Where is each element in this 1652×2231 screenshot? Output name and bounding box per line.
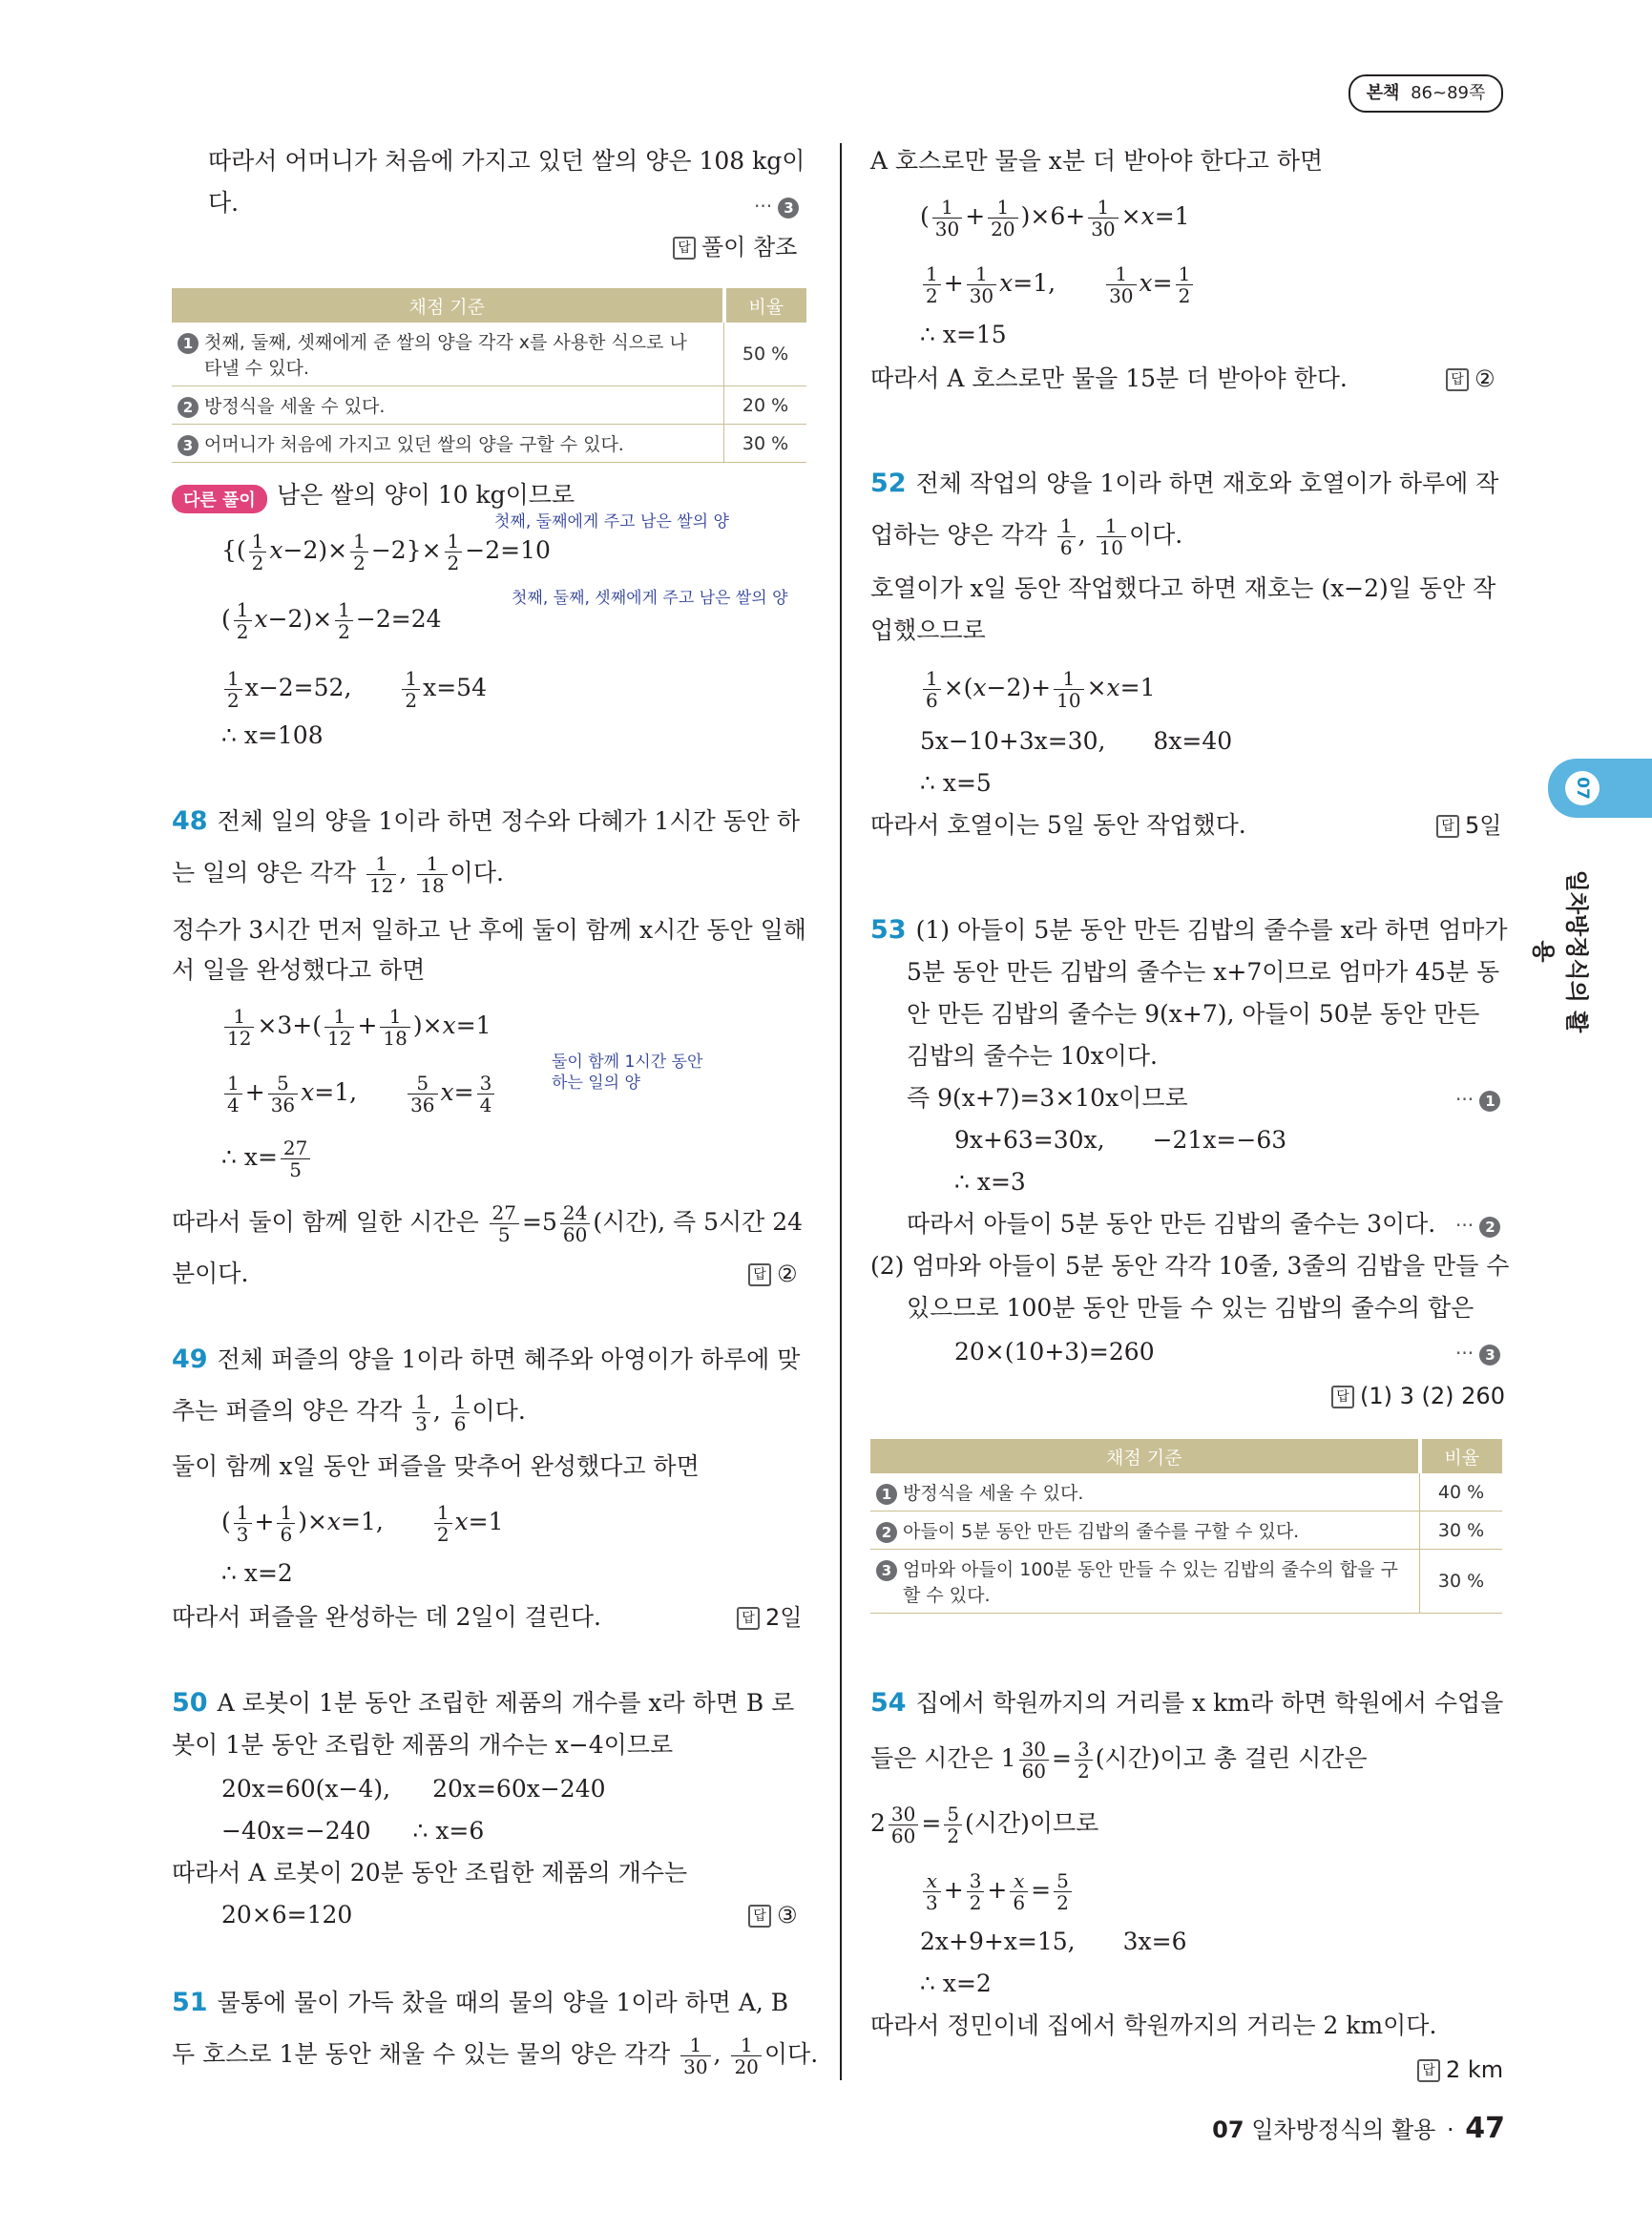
equation-line: $\frac{1}{12}$ ×3+( $\frac{1}{12}$ + $\frac{1}{18}$ )×x=1 [221, 1006, 491, 1049]
equation-line: 2x+9+x=15, 3x=6 [920, 1928, 1187, 1955]
problem-54: 54 집에서 학원까지의 거리를 x km라 하면 학원에서 수업을 [870, 1688, 1504, 1718]
equation-line: ( $\frac{1}{3}$ + $\frac{1}{6}$ )×x=1, $\frac{1}{2}$ x=1 [221, 1501, 504, 1546]
text-line: 따라서 퍼즐을 완성하는 데 2일이 걸린다. [172, 1603, 601, 1631]
equation-line: ∴ x=15 [920, 321, 1007, 348]
text-line: 들은 시간은 1 $\frac{30}{60}$ = $\frac{3}{2}$ (시간)이고 총 걸린 시간은 [870, 1738, 1368, 1783]
equation-line: 20×(10+3)=260 [954, 1338, 1155, 1366]
text-line: 서 일을 완성했다고 하면 [172, 956, 426, 984]
text-line: 봇이 1분 동안 조립한 제품의 개수는 x−4이므로 [172, 1731, 674, 1759]
text-line: (2) 엄마와 아들이 5분 동안 각각 10줄, 3줄의 김밥을 만들 수 [870, 1252, 1510, 1280]
answer-49: 답 2일 [737, 1601, 802, 1634]
equation-line: ∴ x=5 [920, 769, 992, 797]
annotation-note: 첫째, 둘째에게 주고 남은 쌀의 양 [494, 512, 729, 532]
equation-line: −40x=−240 ∴ x=6 [221, 1817, 485, 1845]
text-line: 둘이 함께 x일 동안 퍼즐을 맞추어 완성했다고 하면 [172, 1452, 700, 1480]
answer-54: 답 2 km [1417, 2054, 1503, 2086]
step-marker-1: ··· 1 [1455, 1088, 1500, 1112]
table-row: 3 어머니가 처음에 가지고 있던 쌀의 양을 구할 수 있다. 30 % [172, 425, 806, 463]
grading-criteria-table [172, 288, 806, 463]
equation-line: ∴ x= $\frac{27}{5}$ [221, 1137, 313, 1180]
text-line: 업했으므로 [870, 616, 986, 644]
answer-53: 답 (1) 3 (2) 260 [1331, 1380, 1505, 1412]
table-row: 2 아들이 5분 동안 만든 김밥의 줄수를 구할 수 있다. 30 % [870, 1512, 1502, 1550]
answer-51: 답 ② [1446, 363, 1495, 395]
page-number: 47 [1465, 2112, 1505, 2145]
answer-icon: 답 [1436, 815, 1459, 838]
answer-icon: 답 [1446, 368, 1469, 391]
equation-line: ∴ x=2 [221, 1559, 293, 1587]
equation-line: ( $\frac{1}{2}$ x−2)× $\frac{1}{2}$ −2=24 [221, 598, 442, 643]
answer-50: 답 ③ [748, 1899, 798, 1931]
step-marker-3: ··· 3 [754, 195, 799, 219]
table-row: 1 첫째, 둘째, 셋째에게 준 쌀의 양을 각각 x를 사용한 식으로 나 타낼 수 있다. 50 % [172, 323, 806, 386]
alt-solution-badge: 다른 풀이 [172, 485, 267, 513]
footer-chapter: 07 [1212, 2116, 1244, 2143]
annotation-note: 첫째, 둘째, 셋째에게 주고 남은 쌀의 양 [512, 589, 788, 608]
table-row: 3 엄마와 아들이 100분 동안 만들 수 있는 김밥의 줄수의 합을 구 할 수 있다. 30 % [870, 1550, 1502, 1614]
text-line: 업하는 양은 각각 $\frac{1}{6}$ , $\frac{1}{10}$ 이다. [870, 514, 1183, 559]
equation-line: $\frac{1}{4}$ + $\frac{5}{36}$ x=1, $\frac{5}{36}$ x= $\frac{3}{4}$ [221, 1073, 497, 1116]
answer-icon: 답 [1417, 2059, 1440, 2082]
text-line: 따라서 호열이는 5일 동안 작업했다. [870, 811, 1246, 839]
text-line: 안 만든 김밥의 줄수는 9(x+7), 아들이 50분 동안 만든 [907, 1000, 1480, 1028]
equation-line: 5x−10+3x=30, 8x=40 [920, 727, 1233, 755]
text-line: 는 일의 양은 각각 $\frac{1}{12}$ , $\frac{1}{18}$ 이다. [172, 852, 504, 897]
page-reference-badge [1349, 74, 1503, 113]
problem-52: 52 전체 작업의 양을 1이라 하면 재호와 호열이가 하루에 작 [870, 469, 1499, 498]
criteria-header: 채점 기준 [172, 288, 724, 323]
text-line: 따라서 아들이 5분 동안 만든 김밥의 줄수는 3이다. [907, 1210, 1436, 1238]
equation-line: $\frac{1}{2}$ x−2=52, $\frac{1}{2}$ x=54 [221, 668, 487, 711]
chapter-side-title: 일차방정식의 활용 [1530, 869, 1590, 1033]
text-line: 김밥의 줄수는 10x이다. [907, 1042, 1158, 1070]
equation-line: 20x=60(x−4), 20x=60x−240 [221, 1775, 606, 1803]
equation-line: ∴ x=2 [920, 1970, 992, 1997]
equation-line: $\frac{1}{6}$ ×(x−2)+ $\frac{1}{10}$ ×x=1 [920, 668, 1155, 711]
answer-47: 답 풀이 참조 [673, 231, 797, 263]
chapter-side-tab-number: 07 [1565, 771, 1600, 805]
equation-line: ∴ x=108 [221, 721, 324, 749]
equation-line: 20×6=120 [221, 1901, 353, 1929]
text-line: 분이다. [172, 1260, 249, 1287]
grading-criteria-table [870, 1439, 1502, 1614]
equation-line: 9x+63=30x, −21x=−63 [954, 1126, 1287, 1154]
text-line: 정수가 3시간 먼저 일하고 난 후에 둘이 함께 x시간 동안 일해 [172, 916, 806, 944]
table-row: 2 방정식을 세울 수 있다. 20 % [172, 386, 806, 425]
text-line: 2 $\frac{30}{60}$ = $\frac{5}{2}$ (시간)이므로 [870, 1803, 1099, 1847]
answer-icon: 답 [748, 1905, 771, 1928]
answer-52: 답 5일 [1436, 809, 1501, 842]
text-line: 따라서 A 로봇이 20분 동안 조립한 제품의 개수는 [172, 1859, 688, 1887]
equation-line: $\frac{1}{2}$ + $\frac{1}{30}$ x=1, $\frac{1}{30}$ x= $\frac{1}{2}$ [920, 263, 1196, 306]
equation-line: ( $\frac{1}{30}$ + $\frac{1}{20}$ )×6+ $\frac{1}{30}$ ×x=1 [920, 196, 1190, 240]
text-line: 남은 쌀의 양이 10 kg이므로 [277, 481, 575, 509]
page-reference-label: 본책 [1366, 83, 1400, 103]
answer-icon: 답 [1331, 1386, 1354, 1408]
text-line: 추는 퍼즐의 양은 각각 $\frac{1}{3}$ , $\frac{1}{6}$ 이다. [172, 1390, 526, 1435]
text-line: 따라서 어머니가 처음에 가지고 있던 쌀의 양은 108 kg이 [208, 147, 805, 175]
problem-48: 48 전체 일의 양을 1이라 하면 정수와 다혜가 1시간 동안 하 [172, 806, 801, 836]
chapter-side-tab [1548, 759, 1652, 818]
step-marker-3: ··· 3 [1455, 1342, 1500, 1366]
text-line: 호열이가 x일 동안 작업했다고 하면 재호는 (x−2)일 동안 작 [870, 574, 1496, 602]
ratio-header: 비율 [1420, 1439, 1503, 1473]
ratio-header: 비율 [724, 288, 807, 323]
annotation-note: 둘이 함께 1시간 동안 하는 일의 양 [552, 1053, 703, 1093]
answer-48: 답 ② [748, 1258, 798, 1290]
table-row: 1 방정식을 세울 수 있다. 40 % [870, 1473, 1502, 1512]
column-divider [840, 143, 842, 2080]
answer-icon: 답 [748, 1263, 771, 1286]
equation-line: $\frac{x}{3}$ + $\frac{3}{2}$ + $\frac{x}{6}$ = $\frac{5}{2}$ [920, 1870, 1075, 1913]
text-line: 따라서 A 호스로만 물을 15분 더 받아야 한다. [870, 365, 1348, 392]
problem-49: 49 전체 퍼즐의 양을 1이라 하면 혜주와 아영이가 하루에 맞 [172, 1345, 801, 1374]
page-reference-pages: 86~89쪽 [1411, 83, 1486, 103]
answer-icon: 답 [673, 237, 696, 260]
equation-line: ∴ x=3 [954, 1168, 1026, 1196]
footer-title: 일차방정식의 활용 [1251, 2116, 1436, 2143]
problem-50: 50 A 로봇이 1분 동안 조립한 제품의 개수를 x라 하면 B 로 [172, 1688, 795, 1718]
problem-53: 53 (1) 아들이 5분 동안 만든 김밥의 줄수를 x라 하면 엄마가 [870, 915, 1508, 945]
page-footer: 07 일차방정식의 활용 · 47 [1212, 2112, 1505, 2145]
answer-icon: 답 [737, 1607, 760, 1630]
text-line: 즉 9(x+7)=3×10x이므로 [907, 1084, 1188, 1112]
step-marker-2: ··· 2 [1455, 1214, 1500, 1238]
text-line: 5분 동안 만든 김밥의 줄수는 x+7이므로 엄마가 45분 동 [907, 958, 1500, 986]
problem-51: 51 물통에 물이 가득 찼을 때의 물의 양을 1이라 하면 A, B [172, 1988, 789, 2017]
text-line: 따라서 정민이네 집에서 학원까지의 거리는 2 km이다. [870, 2012, 1437, 2039]
text-line: 다. [208, 189, 240, 217]
text-line: A 호스로만 물을 x분 더 받아야 한다고 하면 [870, 147, 1324, 175]
text-line: 따라서 둘이 함께 일한 시간은 $\frac{27}{5}$ =5 $\frac{24}{60}$ (시간), 즉 5시간 24 [172, 1201, 804, 1246]
equation-line: {( $\frac{1}{2}$ x−2)× $\frac{1}{2}$ −2}× $\frac{1}{2}$ −2=10 [221, 530, 551, 574]
text-line: 있으므로 100분 동안 만들 수 있는 김밥의 줄수의 합은 [907, 1294, 1474, 1322]
criteria-header: 채점 기준 [870, 1439, 1420, 1473]
text-line: 두 호스로 1분 동안 채울 수 있는 물의 양은 각각 $\frac{1}{30}$ , $\frac{1}{20}$ 이다. [172, 2033, 819, 2078]
